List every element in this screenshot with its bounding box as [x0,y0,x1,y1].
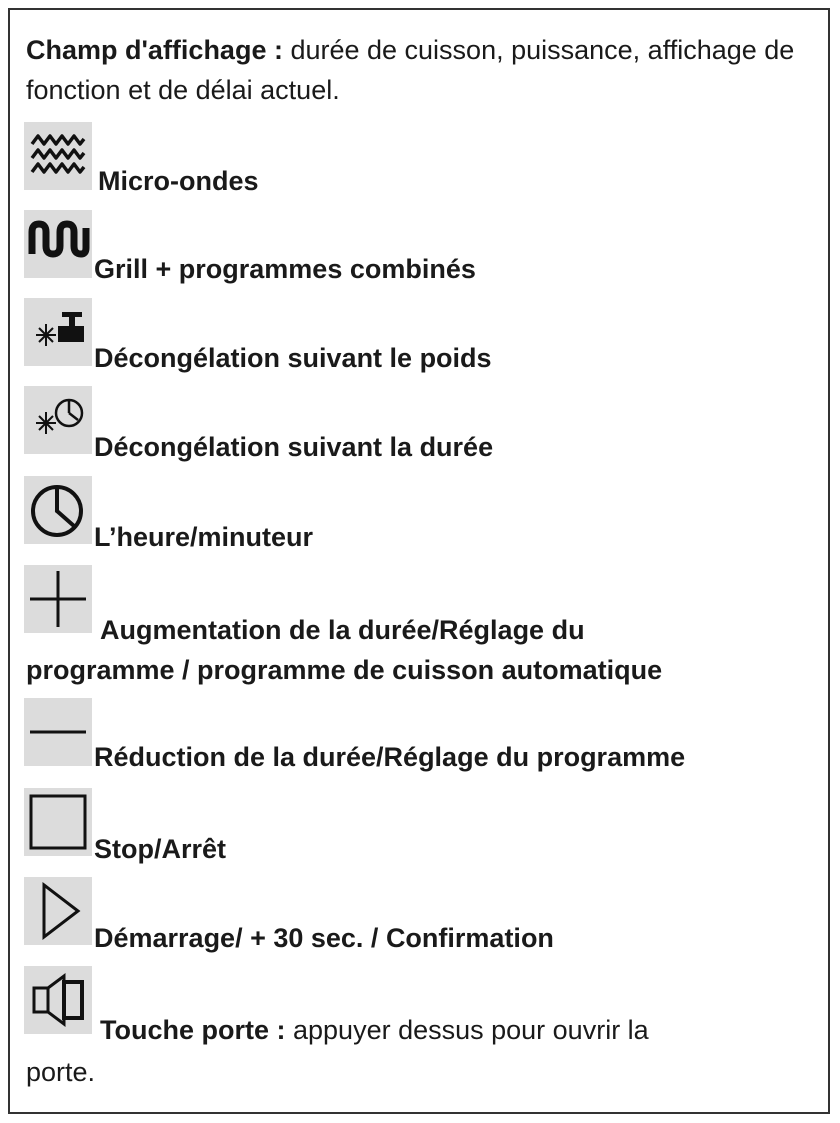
clock-icon [24,476,92,544]
label-micro-ondes: Micro-ondes [98,166,259,196]
defrost-time-icon [24,386,92,454]
minus-icon [24,698,92,766]
defrost-weight-icon [24,298,92,366]
door-bold: Touche porte : [100,1015,286,1045]
stop-square-icon [24,788,92,856]
label-defrost-time: Décongélation suivant la durée [94,432,494,462]
label-door-line1 [100,1010,649,1050]
label-start: Démarrage/ + 30 sec. / Confirmation [94,923,554,953]
intro-rest: durée de cuisson, puissance, affichage de fonction et de délai actuel. [26,35,795,105]
label-minus: Réduction de la durée/Réglage du programme [94,742,686,772]
plus-icon [24,565,92,633]
door-rest: appuyer dessus pour ouvrir la [285,1015,649,1045]
intro-paragraph [26,30,806,110]
label-defrost-weight: Décongélation suivant le poids [94,343,492,373]
label-plus-line2: programme / programme de cuisson automatique [26,655,663,685]
grill-heating-element-icon [24,210,92,278]
start-triangle-icon [24,877,92,945]
intro-bold: Champ d'affichage : [26,35,283,65]
label-stop: Stop/Arrêt [94,834,227,864]
microwave-waves-icon [24,122,92,190]
label-clock: L’heure/minuteur [94,522,314,552]
door-open-icon [24,966,92,1034]
label-plus-line1: Augmentation de la durée/Réglage du [100,615,585,645]
label-door-line2: porte. [26,1057,96,1087]
label-grill: Grill + programmes combinés [94,254,476,284]
